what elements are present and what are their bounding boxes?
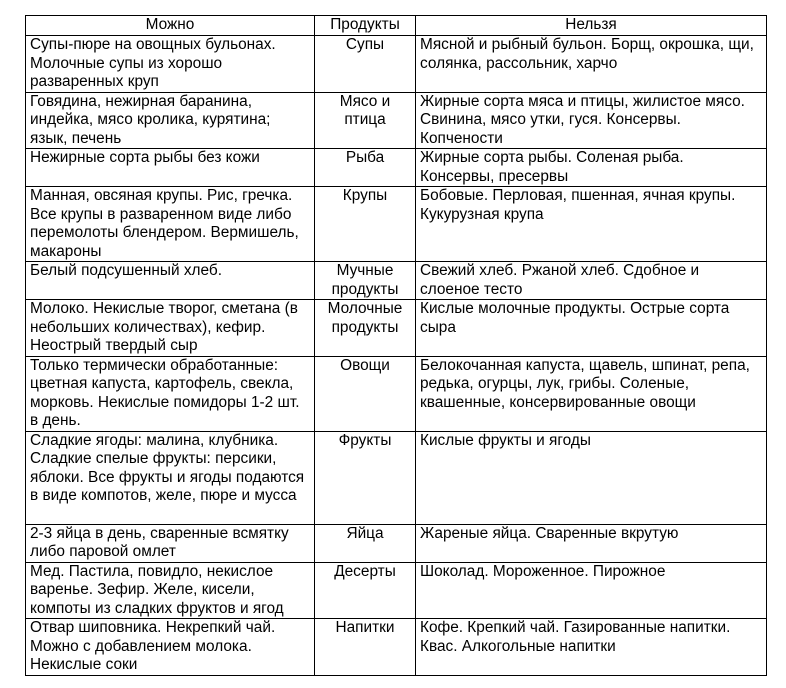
- header-can: Можно: [26, 16, 315, 36]
- diet-table: [25, 15, 767, 676]
- cell-cannot: Мясной и рыбный бульон. Борщ, окрошка, щи, солянка, рассольник, харчо: [416, 36, 767, 93]
- cell-can: Белый подсушенный хлеб.: [26, 262, 315, 300]
- table-row: [26, 262, 767, 300]
- table-body: [26, 36, 767, 676]
- header-products: Продукты: [315, 16, 416, 36]
- table-header: [26, 16, 767, 36]
- table-row: [26, 300, 767, 357]
- cell-product: Яйца: [315, 524, 416, 562]
- cell-can: Манная, овсяная крупы. Рис, гречка. Все крупы в разваренном виде либо перемолоты блендером. Вермишель, макароны: [26, 187, 315, 262]
- cell-product: Фрукты: [315, 431, 416, 524]
- cell-cannot: Белокочанная капуста, щавель, шпинат, репа, редька, огурцы, лук, грибы. Соленые, квашенные, консервированные овощи: [416, 356, 767, 431]
- cell-cannot: Жареные яйца. Сваренные вкрутую: [416, 524, 767, 562]
- cell-product: Крупы: [315, 187, 416, 262]
- cell-product: Молочные продукты: [315, 300, 416, 357]
- table-row: [26, 36, 767, 93]
- cell-can: Только термически обработанные: цветная капуста, картофель, свекла, морковь. Некислые помидоры 1-2 шт. в день.: [26, 356, 315, 431]
- cell-product: Мучные продукты: [315, 262, 416, 300]
- table-row: [26, 92, 767, 149]
- cell-can: Мед. Пастила, повидло, некислое варенье. Зефир. Желе, кисели, компоты из сладких фруктов и ягод: [26, 562, 315, 619]
- cell-cannot: Жирные сорта рыбы. Соленая рыба. Консервы, пресервы: [416, 149, 767, 187]
- cell-cannot: Кислые молочные продукты. Острые сорта сыра: [416, 300, 767, 357]
- cell-can: Молоко. Некислые творог, сметана (в небольших количествах), кефир. Неострый твердый сыр: [26, 300, 315, 357]
- cell-product: Рыба: [315, 149, 416, 187]
- cell-product: Супы: [315, 36, 416, 93]
- cell-can: Отвар шиповника. Некрепкий чай. Можно с добавлением молока. Некислые соки: [26, 619, 315, 676]
- table-row: [26, 431, 767, 524]
- cell-can: Нежирные сорта рыбы без кожи: [26, 149, 315, 187]
- cell-can: Сладкие ягоды: малина, клубника. Сладкие спелые фрукты: персики, яблоки. Все фрукты и ягоды подаются в виде компотов, желе, пюре и мусса: [26, 431, 315, 524]
- cell-product: Напитки: [315, 619, 416, 676]
- cell-cannot: Свежий хлеб. Ржаной хлеб. Сдобное и слоеное тесто: [416, 262, 767, 300]
- cell-can: Супы-пюре на овощных бульонах. Молочные супы из хорошо разваренных круп: [26, 36, 315, 93]
- table-row: [26, 619, 767, 676]
- header-row: [26, 16, 767, 36]
- table-row: [26, 562, 767, 619]
- table-row: [26, 356, 767, 431]
- header-cannot: Нельзя: [416, 16, 767, 36]
- cell-can: 2-3 яйца в день, сваренные всмятку либо паровой омлет: [26, 524, 315, 562]
- cell-cannot: Жирные сорта мяса и птицы, жилистое мясо. Свинина, мясо утки, гуся. Консервы. Копчености: [416, 92, 767, 149]
- cell-cannot: Шоколад. Мороженное. Пирожное: [416, 562, 767, 619]
- table-row: [26, 524, 767, 562]
- cell-product: Овощи: [315, 356, 416, 431]
- cell-product: Десерты: [315, 562, 416, 619]
- table-row: [26, 187, 767, 262]
- cell-product: Мясо и птица: [315, 92, 416, 149]
- cell-can: Говядина, нежирная баранина, индейка, мясо кролика, курятина; язык, печень: [26, 92, 315, 149]
- table-row: [26, 149, 767, 187]
- cell-cannot: Кофе. Крепкий чай. Газированные напитки. Квас. Алкогольные напитки: [416, 619, 767, 676]
- cell-cannot: Кислые фрукты и ягоды: [416, 431, 767, 524]
- cell-cannot: Бобовые. Перловая, пшенная, ячная крупы. Кукурузная крупа: [416, 187, 767, 262]
